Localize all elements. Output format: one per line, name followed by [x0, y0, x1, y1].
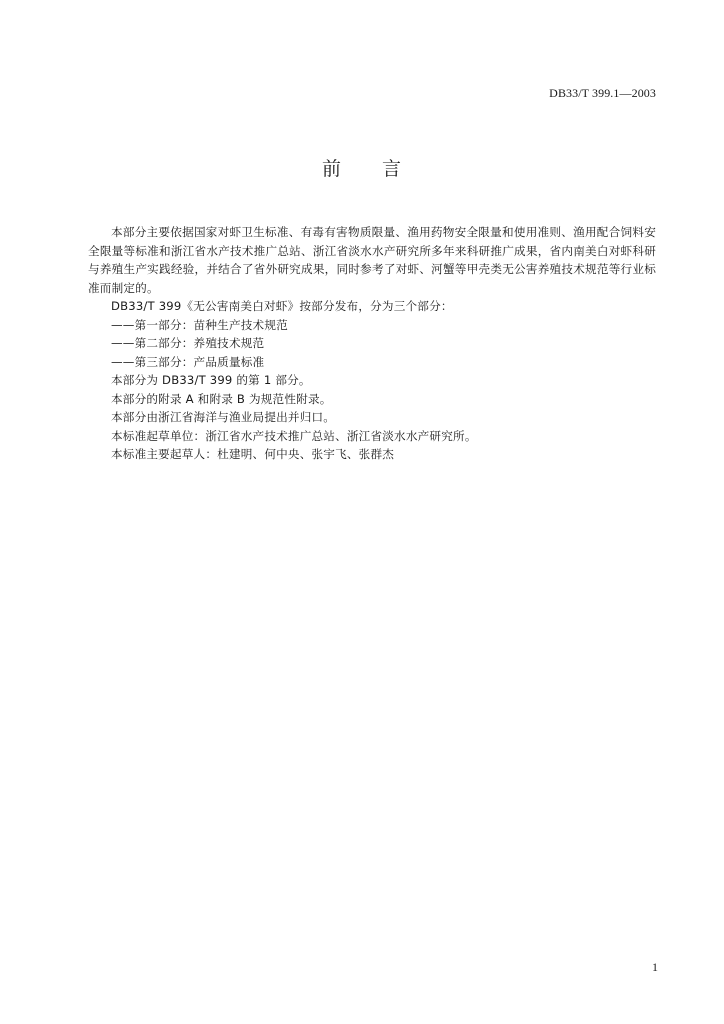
standard-code: DB33/T 399.1—2003	[549, 86, 656, 100]
text-line-parts-intro: DB33/T 399《无公害南美白对虾》按部分发布，分为三个部分：	[111, 299, 453, 313]
text-line-proposer: 本部分由浙江省海洋与渔业局提出并归口。	[111, 410, 336, 424]
page-title	[0, 154, 724, 181]
text-line-drafters: 本标准主要起草人：杜建明、何中央、张宇飞、张群杰	[111, 447, 395, 461]
intro-paragraph: 本部分主要依据国家对虾卫生标准、有毒有害物质限量、渔用药物安全限量和使用准则、渔用配合饲料安全限量等标准和浙江省水产技术推广总站、浙江省淡水水产研究所多年来科研推广成果，省内南美白对虾科研与养殖生产实践经验，并结合了省外研究成果，同时参考了对虾、河蟹等甲壳类无公害养殖技术规范等行业标准而制定的。	[88, 225, 656, 295]
title-char-2: 言	[382, 158, 403, 180]
foreword-body	[88, 223, 656, 464]
text-line-part-3: ——第三部分：产品质量标准	[111, 354, 265, 369]
text-line-appendix: 本部分的附录 A 和附录 B 为规范性附录。	[111, 391, 332, 406]
title-char-1: 前	[321, 158, 342, 180]
text-line-part-1: ——第一部分：苗种生产技术规范	[111, 317, 288, 332]
text-line-part-2: ——第二部分：养殖技术规范	[111, 336, 265, 350]
text-line-this-part: 本部分为 DB33/T 399 的第 1 部分。	[111, 373, 311, 387]
page-number: 1	[652, 960, 658, 974]
text-line-drafting-units: 本标准起草单位：浙江省水产技术推广总站、浙江省淡水水产研究所。	[111, 428, 477, 443]
